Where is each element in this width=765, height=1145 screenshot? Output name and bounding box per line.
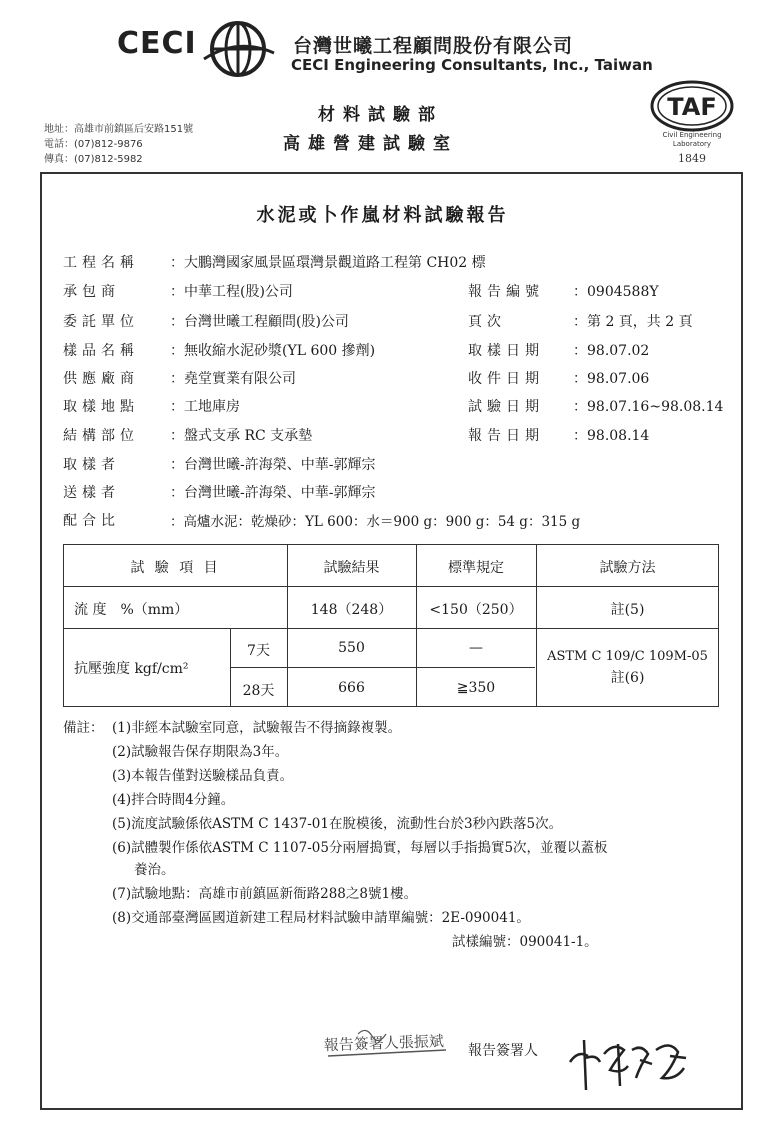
standard-28-days: ≧350 xyxy=(456,680,496,696)
reporter-signatory-label: 報告簽署人 xyxy=(468,1043,538,1059)
taf-logo xyxy=(648,78,736,134)
field-label: 試驗日期 xyxy=(468,399,544,415)
flow-result: 148（248） xyxy=(310,602,393,618)
field-value: ：大鵬灣國家風景區環灣景觀道路工程第 CH02 標 xyxy=(170,255,486,271)
field-value: ：工地庫房 xyxy=(170,399,240,415)
report-number: ：0904588Y xyxy=(573,284,659,300)
field-value: ：台灣世曦-許海榮、中華-郭輝宗 xyxy=(170,485,376,501)
compressive-method: ASTM C 109/C 109M-05 xyxy=(547,649,708,664)
field-label: 頁次 xyxy=(468,314,506,330)
taf-logo-text: TAF xyxy=(667,93,717,121)
field-label: 結構部位 xyxy=(63,428,139,444)
field-label: 取樣地點 xyxy=(63,399,139,415)
result-28-days: 666 xyxy=(338,680,365,696)
note-item: (8)交通部臺灣區國道新建工程局材料試驗申請單編號：2E-090041。 xyxy=(112,910,530,926)
table-header: 試驗方法 xyxy=(599,560,656,576)
sample-number: 試樣編號：090041-1。 xyxy=(452,934,598,950)
age-7-days: 7天 xyxy=(247,643,270,659)
report-title: 水泥或卜作嵐材料試驗報告 xyxy=(256,205,509,226)
field-value: ：盤式支承 RC 支承墊 xyxy=(170,428,313,444)
field-value: ：台灣世曦工程顧問(股)公司 xyxy=(170,314,349,330)
field-label: 配合比 xyxy=(63,513,120,529)
table-header: 試驗結果 xyxy=(323,560,380,576)
note-item: (7)試驗地點：高雄市前鎮區新衙路288之8號1樓。 xyxy=(112,886,418,902)
table-divider xyxy=(64,586,718,587)
page-number: ：第 2 頁，共 2 頁 xyxy=(573,314,693,330)
signatory-stamp xyxy=(318,1022,458,1077)
field-label: 樣品名稱 xyxy=(63,343,139,359)
note-item: (2)試驗報告保存期限為3年。 xyxy=(112,744,289,760)
field-value: ：中華工程(股)公司 xyxy=(170,284,293,300)
field-label: 承包商 xyxy=(63,284,120,300)
field-label: 取樣者 xyxy=(63,457,120,473)
field-label: 報告編號 xyxy=(468,284,544,300)
table-divider xyxy=(230,667,535,668)
field-value: ：堯堂實業有限公司 xyxy=(170,371,296,387)
ceci-globe-logo xyxy=(200,19,276,79)
field-label: 送樣者 xyxy=(63,485,120,501)
company-name-zh: 台灣世曦工程顧問股份有限公司 xyxy=(293,35,574,57)
field-value: ：台灣世曦-許海榮、中華-郭輝宗 xyxy=(170,457,376,473)
note-item: (6)試體製作係依ASTM C 1107-05分兩層搗實，每層以手指搗實5次，並覆以蓋板 xyxy=(112,840,608,856)
compressive-method-note: 註(6) xyxy=(610,670,645,686)
stamp-text: 報告簽署人張振斌 xyxy=(323,1032,445,1055)
flow-standard: <150（250） xyxy=(429,602,523,618)
note-item-continued: 養治。 xyxy=(134,862,175,878)
note-item: (1)非經本試驗室同意，試驗報告不得摘錄複製。 xyxy=(112,720,402,736)
table-divider xyxy=(64,628,718,629)
table-header: 標準規定 xyxy=(448,560,504,576)
field-label: 收件日期 xyxy=(468,371,544,387)
notes-lead: 備註： xyxy=(63,720,104,736)
note-item: (4)拌合時間4分鐘。 xyxy=(112,792,235,808)
department-name: 材料試驗部 xyxy=(318,105,443,125)
taf-caption: Civil Engineering Laboratory xyxy=(662,131,722,148)
taf-number: 1849 xyxy=(678,152,706,165)
note-item: (5)流度試驗係依ASTM C 1437-01在脫模後，流動性台於3秒內跌落5次。 xyxy=(112,816,563,832)
ceci-logo-text: CECI xyxy=(117,26,197,61)
standard-7-days: — xyxy=(469,640,483,656)
company-name-en: CECI Engineering Consultants, Inc., Taiwan xyxy=(291,56,653,74)
phone: 電話：(07)812-9876 xyxy=(44,139,143,150)
laboratory-name: 高雄營建試驗室 xyxy=(283,134,458,154)
field-label: 取樣日期 xyxy=(468,343,544,359)
address: 地址：高雄市前鎮區后安路151號 xyxy=(44,124,194,135)
field-label: 委託單位 xyxy=(63,314,139,330)
field-value: ：98.07.16~98.08.14 xyxy=(573,399,724,415)
field-value: ：98.07.06 xyxy=(573,371,650,387)
compressive-item: 抗壓強度 kgf/cm² xyxy=(74,661,189,677)
flow-method: 註(5) xyxy=(610,602,645,618)
note-item: (3)本報告僅對送驗樣品負責。 xyxy=(112,768,294,784)
result-7-days: 550 xyxy=(338,640,365,656)
field-label: 工程名稱 xyxy=(63,255,139,271)
fax: 傳真：(07)812-5982 xyxy=(44,154,143,165)
results-table xyxy=(63,544,719,707)
field-label: 供應廠商 xyxy=(63,371,139,387)
field-value: ：98.07.02 xyxy=(573,343,650,359)
table-header: 試 驗 項 目 xyxy=(130,560,221,576)
field-value: ：高爐水泥：乾燥砂：YL 600：水＝900 g：900 g：54 g：315 g xyxy=(170,514,581,530)
handwritten-signature xyxy=(566,1020,691,1095)
flow-item: 流 度 %（mm） xyxy=(74,602,189,618)
age-28-days: 28天 xyxy=(242,683,275,699)
field-value: ：98.08.14 xyxy=(573,428,650,444)
field-value: ：無收縮水泥砂漿(YL 600 摻劑) xyxy=(170,343,376,359)
field-label: 報告日期 xyxy=(468,428,544,444)
